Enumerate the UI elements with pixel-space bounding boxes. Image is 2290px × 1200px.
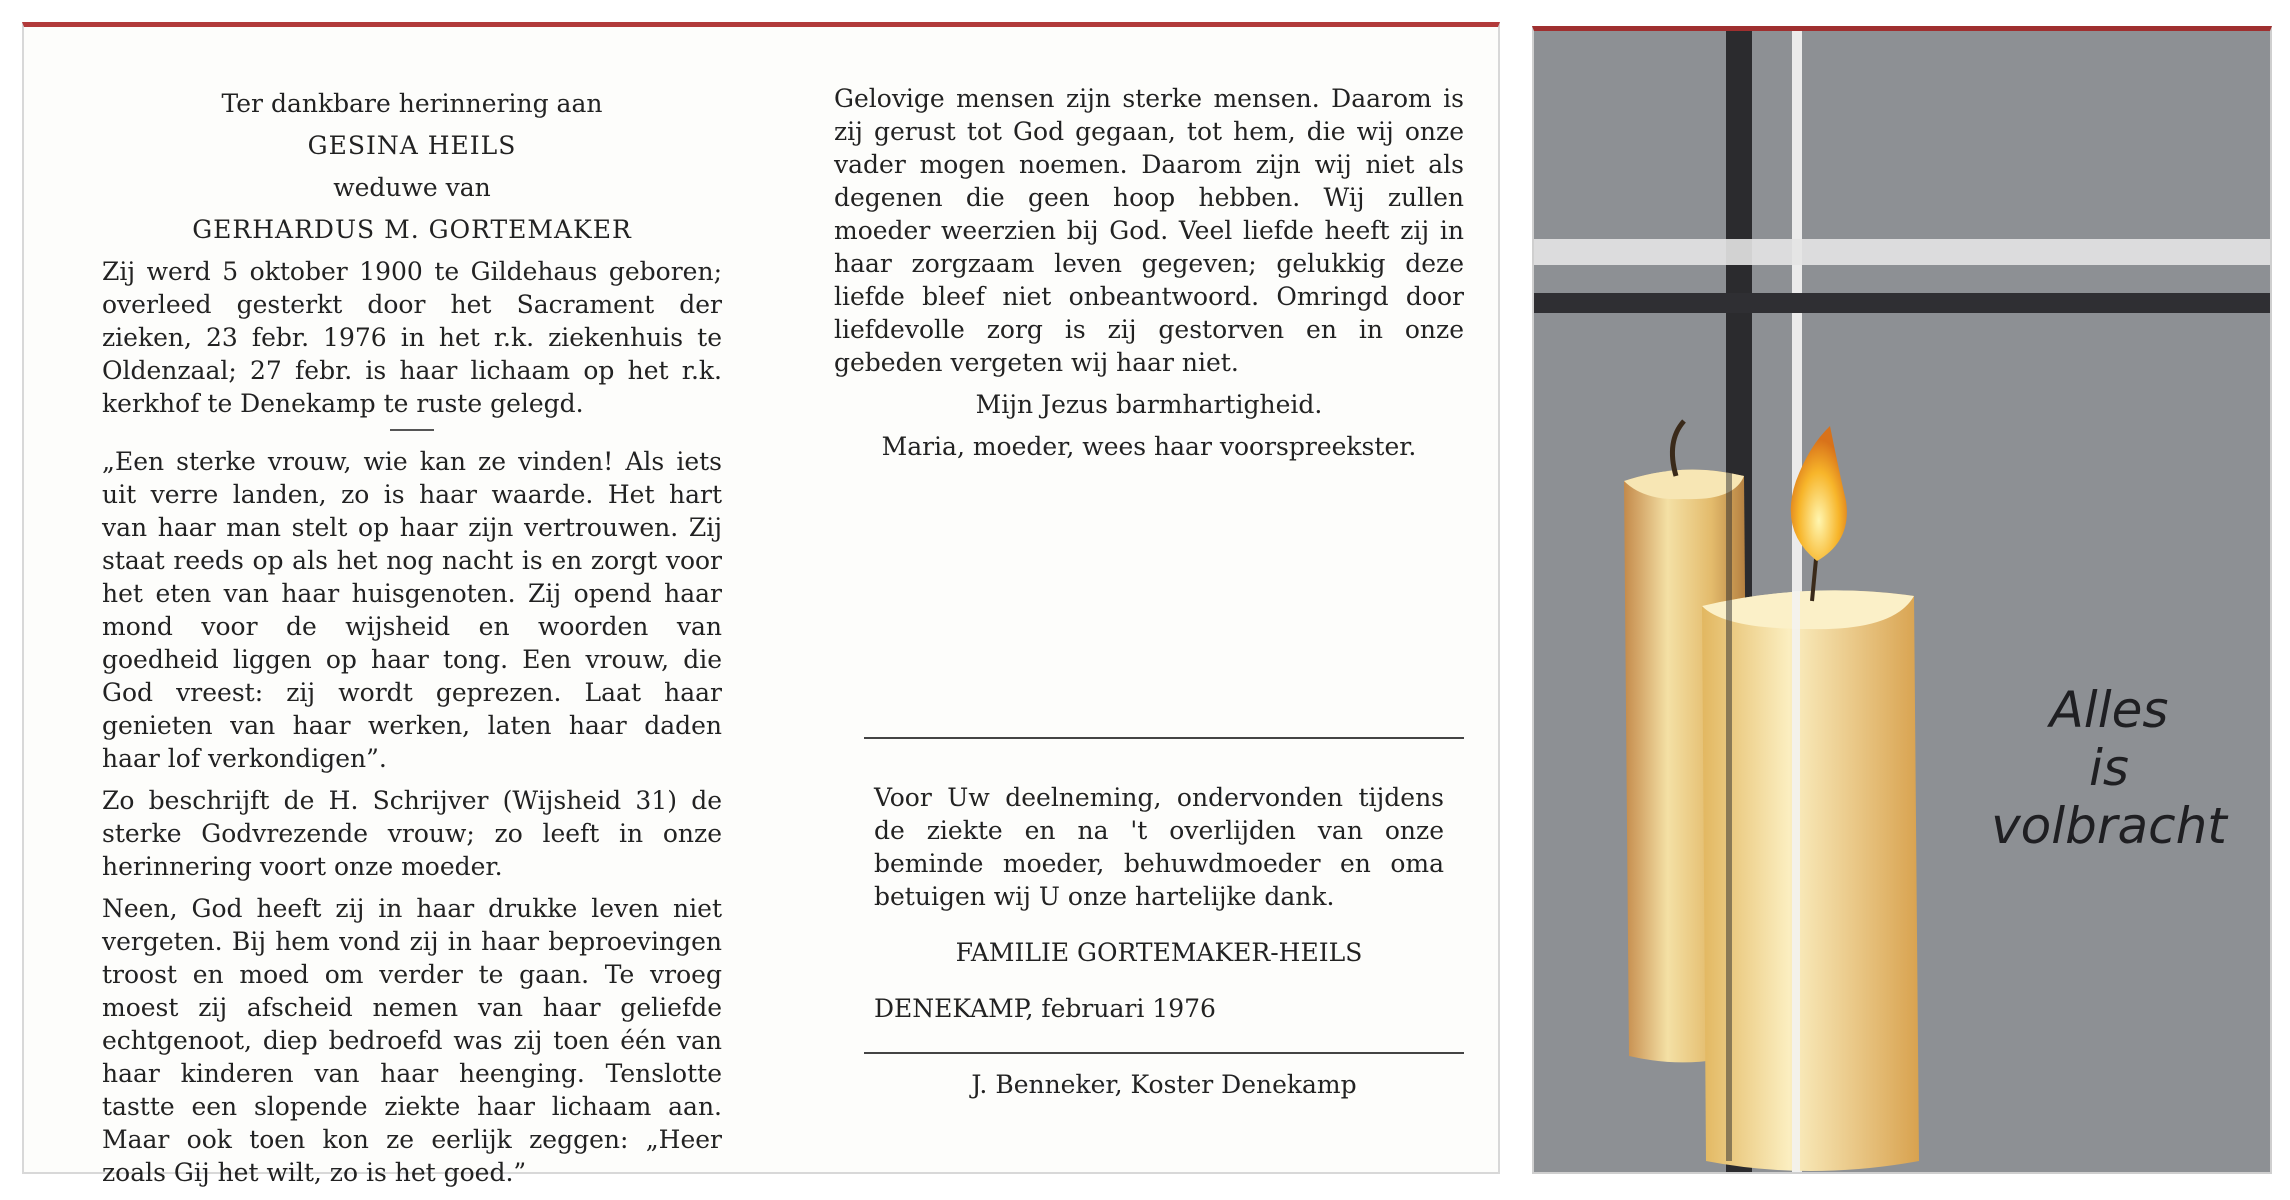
middle-column [834,82,1464,1110]
thanks-text: Voor Uw deelneming, ondervonden tijdens de ziekte en na 't overlijden van onze beminde moeder, behuwdmoeder en oma betuigen wij U onze hartelijke dank. [874,783,1444,911]
paragraph-wisdom: Zo beschrijft de H. Schrijver (Wijsheid 31) de sterke Godvrezende vrouw; zo leeft in onze herinnering voort onze moeder. [102,786,722,881]
prayer-maria: Maria, moeder, wees haar voorspreekster. [881,432,1417,461]
biography: Zij werd 5 oktober 1900 te Gildehaus geboren; overleed gesterkt door het Sacrament der zieken, 23 febr. 1976 in het r.k. ziekenhuis te Oldenzaal; 27 febr. is haar lichaam op het r.k. kerkhof te Denekamp te ruste gelegd. [102,257,722,418]
place-date: DENEKAMP, februari 1976 [874,994,1216,1023]
cross-horizontal-dark [1534,293,2272,313]
memorial-card-cover [1532,26,2272,1174]
prayer-jesus: Mijn Jezus barmhartigheid. [975,390,1323,419]
separator [390,429,434,431]
printer-credit: J. Benneker, Koster Denekamp [971,1070,1357,1099]
relation: weduwe van [333,173,491,202]
cover-title-line3: volbracht [1991,797,2227,855]
bible-quote: „Een sterke vrouw, wie kan ze vinden! Als iets uit verre landen, zo is haar waarde. Het hart van haar man stelt op haar zijn vertrouwen. Zij staat reeds op als het nog nacht is en zorgt voor het eten van haar huisgenoten. Zij opend haar mond voor de wijsheid en woorden van goedheid liggen op haar tong. Een vrouw, die God vreest: zij wordt geprezen. Laat haar genieten van haar werken, laten haar daden haar lof verkondigen”. [102,447,722,773]
candle-right [1702,590,1919,1171]
paragraph-life: Neen, God heeft zij in haar drukke leven niet vergeten. Bij hem vond zij in haar beproevingen troost en moed om verder te gaan. Te vroeg moest zij afscheid nemen van haar geliefde echtgenoot, diep bedroefd was zij toen één van haar kinderen van haar heenging. Tenslotte tastte een slopende ziekte haar lichaam aan. Maar ook toen kon ze eerlijk zeggen: „Heer zoals Gij het wilt, zo is het goed.” [102,894,722,1187]
family-signature: FAMILIE GORTEMAKER-HEILS [955,938,1363,967]
memorial-card-inside [22,22,1500,1187]
cover-title-line1: Alles [2049,681,2169,739]
heading: Ter dankbare herinnering aan [221,89,603,118]
cover-illustration [1534,31,2272,1174]
deceased-name: GESINA HEILS [307,131,517,160]
cover-title [1979,681,2239,855]
paragraph-faith: Gelovige mensen zijn sterke mensen. Daarom is zij gerust tot God gegaan, tot hem, die wij onze vader mogen noemen. Daarom zijn wij niet als degenen die geen hoop hebben. Wij zullen moeder weerzien bij God. Veel liefde heeft zij in haar zorgzaam leven gegeven; gelukkig deze liefde bleef niet onbeantwoord. Omringd door liefdevolle zorg is zij gestorven en in onze gebeden vergeten wij haar niet. [834,84,1464,377]
cover-title-line2: is [2089,739,2129,797]
spouse-name: GERHARDUS M. GORTEMAKER [192,215,632,244]
left-column [102,87,722,1198]
cross-horizontal-light [1534,239,2272,265]
